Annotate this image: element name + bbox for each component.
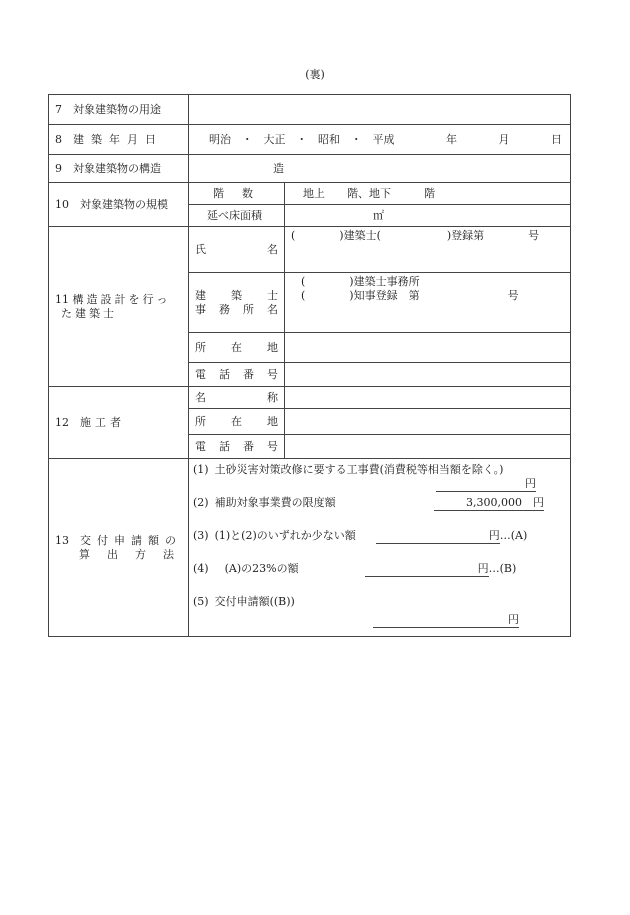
row-13 xyxy=(49,459,571,637)
calc-item-5: (5) 交付申請額((B)) 円 xyxy=(193,595,519,626)
calc-item-3: (3) (1)と(2)のいずれか少ない額 円…(A) xyxy=(193,529,528,542)
construction-cost-input[interactable]: 円 xyxy=(436,477,536,492)
contractor-location-field[interactable] xyxy=(285,409,571,435)
contractor-name-label: 名 称 xyxy=(189,387,285,409)
row-10-label: 10 対象建築物の規模 xyxy=(49,183,189,227)
row-7 xyxy=(49,95,571,125)
row-9-label: 9 対象建築物の構造 xyxy=(49,155,189,183)
row-13-label: 13 交付申請額の 算 出 方 法 xyxy=(49,459,189,637)
row-12-name xyxy=(49,387,571,409)
floors-label: 階数 xyxy=(189,183,285,205)
architect-name-label: 氏 名 xyxy=(189,227,285,273)
era-taisho: 大正 xyxy=(263,132,286,146)
calc-item-4: (4) (A)の23%の額 円…(B) xyxy=(193,562,517,575)
limit-amount: 3,300,000 円 xyxy=(434,496,544,511)
calc-item-1: (1) 土砂災害対策改修に要する工事費(消費税等相当額を除く。) 円 xyxy=(193,463,536,490)
application-form-table xyxy=(48,94,571,637)
floor-area-field[interactable]: ㎡ xyxy=(285,205,571,227)
building-use-field[interactable] xyxy=(189,95,571,125)
floors-field[interactable]: 地上 階、地下 階 xyxy=(285,183,571,205)
architect-location-label: 所 在 地 xyxy=(189,333,285,363)
architect-location-field[interactable] xyxy=(285,333,571,363)
row-11-label: 11 構造設計を行っ た建築士 xyxy=(49,227,189,387)
architect-phone-field[interactable] xyxy=(285,363,571,387)
era-heisei: 平成 xyxy=(372,132,395,146)
row-11-name xyxy=(49,227,571,273)
application-amount-input[interactable]: 円 xyxy=(373,613,519,628)
row-10-floors xyxy=(49,183,571,205)
lesser-amount-input[interactable]: 円 xyxy=(376,529,500,544)
calculation-method-section xyxy=(189,459,571,637)
row-7-label: 7 対象建築物の用途 xyxy=(49,95,189,125)
era-meiji: 明治 xyxy=(209,132,231,146)
page-heading: (裏) xyxy=(305,68,325,81)
contractor-phone-field[interactable] xyxy=(285,435,571,459)
row-12-label: 12 施工者 xyxy=(49,387,189,459)
architect-office-field[interactable]: ( )建築士事務所 ( )知事登録 第 号 xyxy=(285,273,571,333)
architect-name-field[interactable]: ( )建築士( )登録第 号 xyxy=(285,227,571,273)
contractor-location-label: 所 在 地 xyxy=(189,409,285,435)
row-9 xyxy=(49,155,571,183)
row-8-label: 8 建築年月日 xyxy=(49,125,189,155)
floor-area-label: 延べ床面積 xyxy=(189,205,285,227)
calc-item-2: (2) 補助対象事業費の限度額 3,300,000 円 xyxy=(193,496,544,509)
architect-office-label: 建 築 士 事 務 所 名 xyxy=(189,273,285,333)
structure-field[interactable]: 造 xyxy=(189,155,571,183)
construction-date-field[interactable]: 明治 ・ 大正 ・ 昭和 ・ 平成 年 月 日 xyxy=(189,125,571,155)
contractor-phone-label: 電 話 番 号 xyxy=(189,435,285,459)
architect-phone-label: 電 話 番 号 xyxy=(189,363,285,387)
row-8 xyxy=(49,125,571,155)
percent-amount-input[interactable]: 円 xyxy=(365,562,489,577)
contractor-name-field[interactable] xyxy=(285,387,571,409)
era-showa: 昭和 xyxy=(318,132,340,146)
